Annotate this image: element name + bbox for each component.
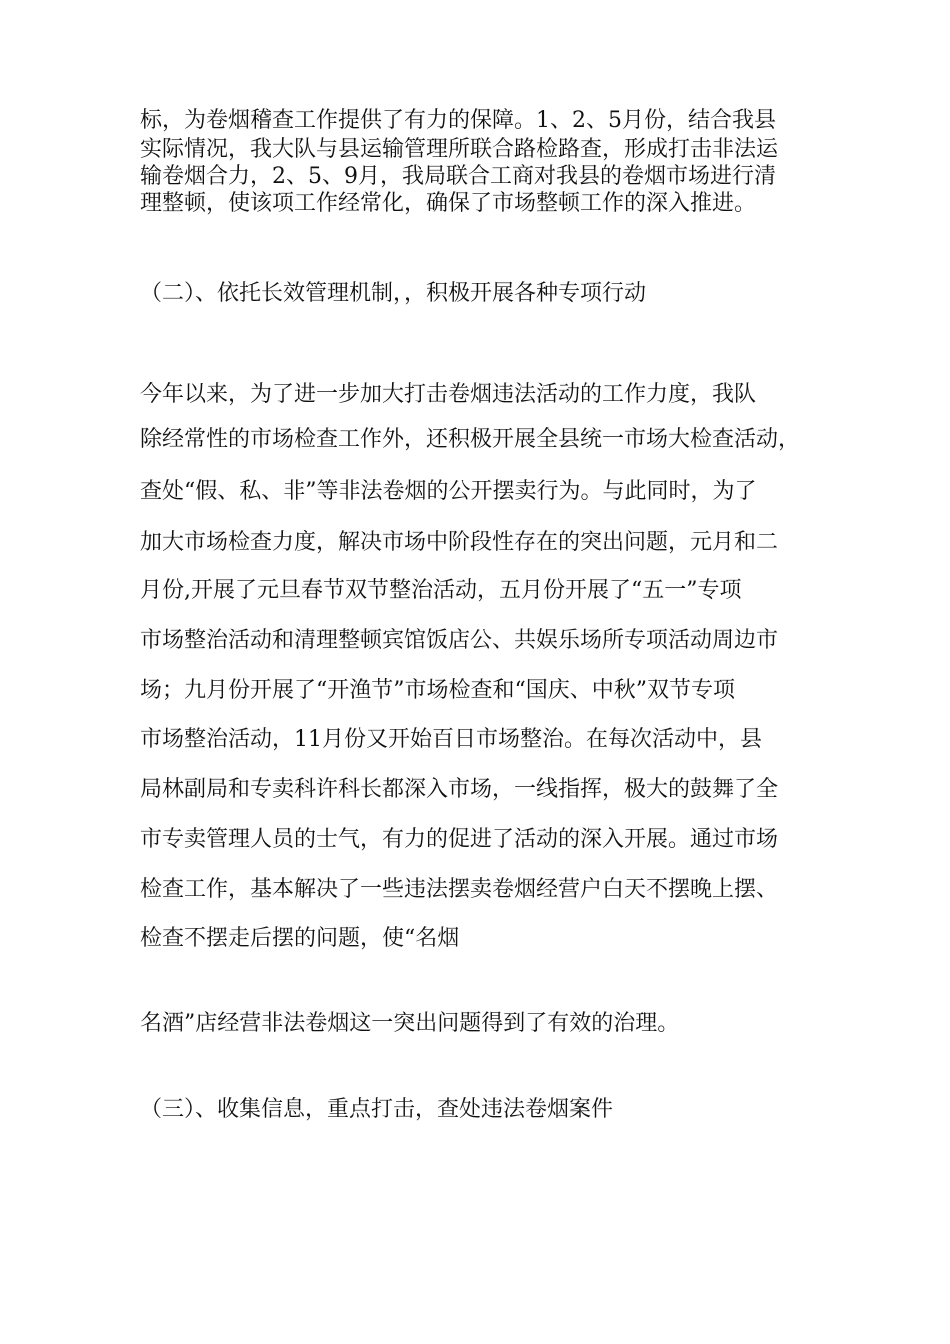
text-line: 理整顿，使该项工作经常化，确保了市场整顿工作的深入推进。 (140, 191, 757, 216)
text-line: 实际情况，我大队与县运输管理所联合路检路查，形成打击非法运 (140, 137, 779, 162)
section-heading-3: （三）、收集信息，重点打击，查处违法卷烟案件 (140, 1097, 614, 1122)
text-line: 查处“假、私、非”等非法卷烟的公开摆卖行为。与此同时，为了 (140, 479, 757, 504)
text-line: 月份,开展了元旦春节双节整治活动，五月份开展了“五一”专项 (140, 578, 742, 603)
text-line: 加大市场检查力度，解决市场中阶段性存在的突出问题，元月和二 (140, 530, 779, 555)
text-line: 市专卖管理人员的士气，有力的促进了活动的深入开展。通过市场 (140, 827, 779, 852)
text-line: 标，为卷烟稽查工作提供了有力的保障。1、2、5月份，结合我县 (140, 108, 776, 133)
text-line: 市场整治活动，11月份又开始百日市场整治。在每次活动中，县 (140, 727, 762, 752)
text-line: 除经常性的市场检查工作外，还积极开展全县统一市场大检查活动， (140, 427, 801, 452)
section-heading-2: （二）、依托长效管理机制，，积极开展各种专项行动 (140, 281, 647, 306)
text-line: 检查工作，基本解决了一些违法摆卖卷烟经营户白天不摆晚上摆、 (140, 877, 779, 902)
text-line: 局林副局和专卖科许科长都深入市场，一线指挥，极大的鼓舞了全 (140, 777, 779, 802)
text-line: 检查不摆走后摆的问题，使“名烟 (140, 926, 460, 951)
text-line: 输卷烟合力，2、5、9月，我局联合工商对我县的卷烟市场进行清 (140, 164, 776, 189)
text-line: 今年以来，为了进一步加大打击卷烟违法活动的工作力度，我队 (140, 382, 757, 407)
text-line: 市场整治活动和清理整顿宾馆饭店公、共娱乐场所专项活动周边市 (140, 628, 779, 653)
text-line: 场；九月份开展了“开渔节”市场检查和“国庆、中秋”双节专项 (140, 678, 735, 703)
paragraph-3: 名酒”店经营非法卷烟这一突出问题得到了有效的治理。 (140, 1011, 680, 1036)
